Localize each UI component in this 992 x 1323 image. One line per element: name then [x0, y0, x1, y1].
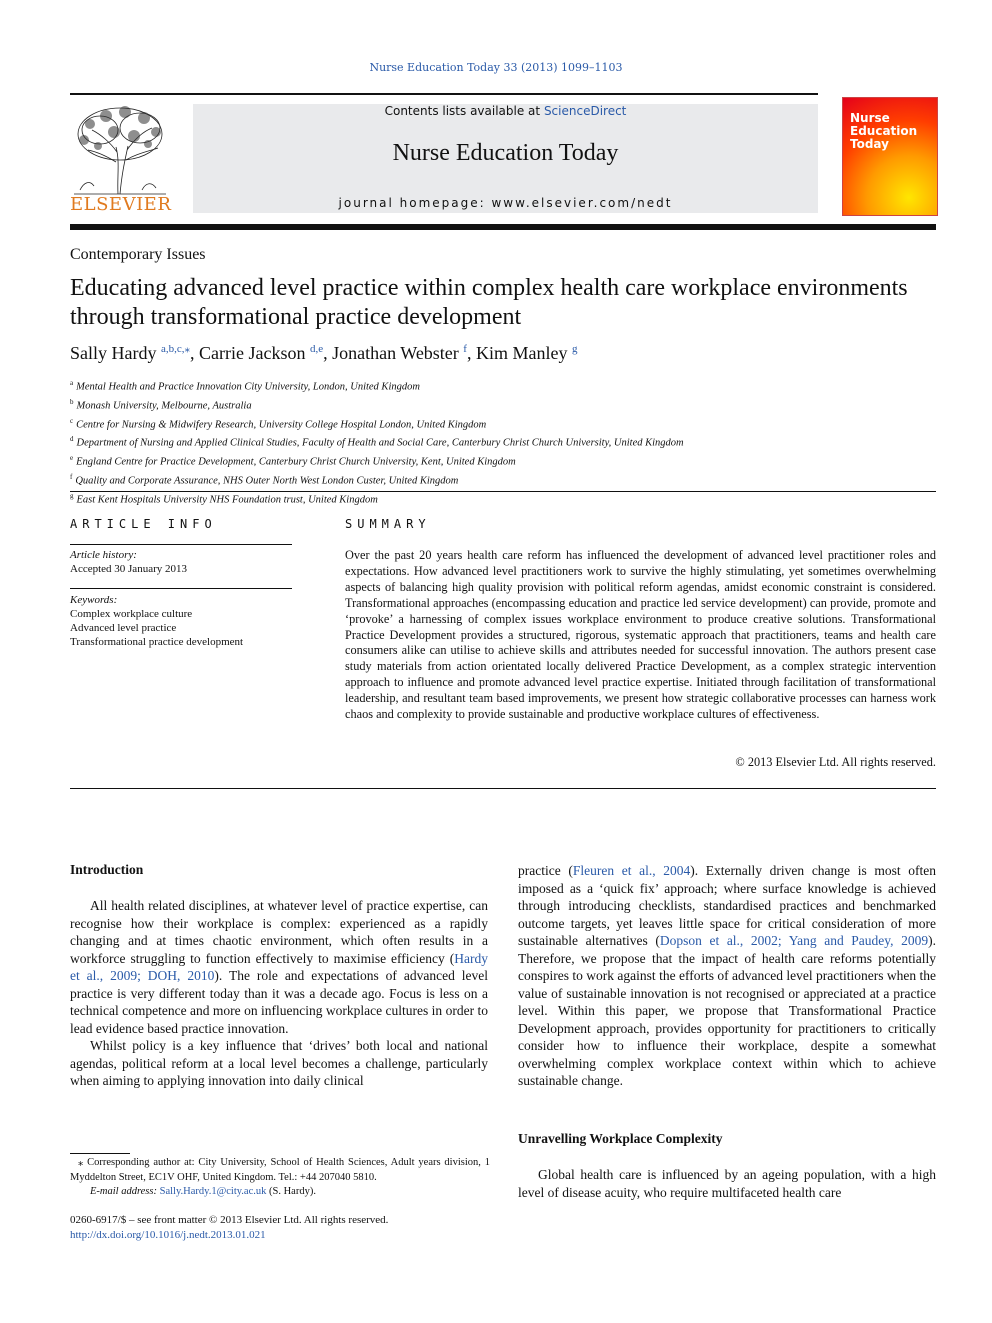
right-column — [518, 862, 936, 1090]
summary-text: Over the past 20 years health care reform has influenced the development of advanced level practitioner roles and expectations. How advanced level practitioners work to survive the highly stimulating, yet sometimes overwhelming aspects of balancing high quality provision with political reform agendas, amidst economic constraint is considered. Transformational approaches (encompassing education and practice led service development) can provide, promote and ‘provoke’ a harnessing of complex issues workplace environment to produce creative solutions. Transformational Practice Development provides a structured, rigorous, systematic approach that practitioners, teams and health care consumers alike can utilise to achieve skills and attributes needed for successful innovation. The authors present case study materials from action orientated locally delivered Practice Development, as a complex strategic intervention approach to influence and promote advanced level practice expertise. Initiated through facilitation of transformational leadership, and resultant team based improvements, we present how strategic collaborative processes can harness work chaos and complexity to provide sustainable and productive workplace cultures of effectiveness. — [345, 548, 936, 722]
paragraph: Whilst policy is a key influence that ‘drives’ both local and national agendas, political reform at a local level becomes a challenge, particularly when aiming to applying innovation into daily clinical — [70, 1038, 488, 1088]
divider — [70, 588, 292, 589]
keywords-label: Keywords: — [70, 594, 118, 606]
divider — [70, 544, 292, 545]
introduction-heading: Introduction — [70, 862, 144, 877]
author-affiliation-marks[interactable]: a,b,c,⁎ — [160, 343, 190, 355]
keyword: Advanced level practice — [70, 622, 177, 634]
doi-link[interactable]: http://dx.doi.org/10.1016/j.nedt.2013.01.021 — [70, 1228, 266, 1241]
citation-link[interactable]: Dopson et al., 2002; Yang and Paudey, 2009 — [659, 933, 929, 948]
author-affiliation-marks[interactable]: f — [463, 343, 467, 355]
copyright: © 2013 Elsevier Ltd. All rights reserved. — [735, 755, 936, 769]
affiliation-list — [70, 376, 930, 508]
cover-title: Nurse Education Today — [850, 111, 918, 151]
divider — [70, 491, 936, 492]
keyword: Complex workplace culture — [70, 608, 193, 620]
paragraph: practice (Fleuren et al., 2004). Externally driven change is most often imposed as a ‘quick fix’ approach; where surface knowledge is achieved through introducing checklists, standardised practices and benchmarked outcome targets, yet leaves little space for critical consideration of more sustainable alternatives (Dopson et al., 2002; Yang and Paudey, 2009). Therefore, we propose that the impact of health care reforms potentially conspires to work against the efforts of advanced level practitioners when the value of sustainable innovation is not recognised or appreciated at a practice level. Within this paper, we propose that Transformational Practice Development approach, provides opportunity for practitioners to critically consider how to influence their workplace, despite a somewhat overwhelming complex workplace context within which to achieve sustainable change. — [518, 863, 936, 1088]
contents-line: Contents lists available at ScienceDirect — [384, 104, 627, 118]
right-column-continued — [518, 1166, 936, 1201]
section-label: Contemporary Issues — [70, 246, 206, 263]
affiliation: $^e$ England Centre for Practice Development, Canterbury Christ Church University, Kent, United Kingdom — [70, 454, 516, 468]
author-name: Carrie Jackson — [199, 343, 310, 363]
author-affiliation-marks[interactable]: d,e — [309, 343, 324, 355]
affiliation: $^g$ East Kent Hospitals University NHS Foundation trust, United Kingdom — [70, 491, 378, 506]
article-history — [70, 548, 187, 576]
accepted-date: Accepted 30 January 2013 — [70, 563, 187, 575]
author-name: Kim Manley — [475, 343, 572, 363]
corresponding-author-footnote: ⁎ Corresponding author at: City University, School of Health Sciences, Adult years division, 1 Myddelton Street, EC1V OHF, United Kingdom. Tel.: +44 207040 5810. E-mail address: Sally.Hardy.1@city.ac.uk (S. Hardy). — [70, 1157, 491, 1197]
header-thick-rule — [70, 224, 936, 230]
affiliation: $^a$ Mental Health and Practice Innovation City University, London, United Kingdom — [70, 379, 420, 393]
keywords-block — [70, 593, 243, 649]
affiliation: $^f$ Quality and Corporate Assurance, NHS Outer North West London Custer, United Kingdom — [70, 472, 459, 487]
author-name: Jonathan Webster — [332, 343, 464, 363]
author-name: Sally Hardy — [70, 343, 161, 363]
author-affiliation-marks[interactable]: g — [571, 343, 578, 355]
citation-link[interactable]: Fleuren et al., 2004 — [572, 863, 691, 878]
citation-link[interactable]: Hardy et al., 2009; DOH, 2010 — [70, 950, 488, 983]
issn-block — [70, 1213, 490, 1242]
header-rule — [70, 93, 818, 95]
affiliation: $^b$ Monash University, Melbourne, Australia — [70, 397, 252, 412]
left-column — [70, 897, 488, 1090]
history-label: Article history: — [70, 549, 137, 561]
paragraph: Global health care is influenced by an ageing population, with a high level of disease acuity, who require multifaceted health care — [518, 1167, 936, 1200]
summary-heading: SUMMARY — [345, 517, 431, 531]
author-list: Sally Hardy $^{a,b,c,⁎}$, Carrie Jackson $^{d,e}$, Jonathan Webster $^f$, Kim Manley $^g$ — [70, 343, 578, 363]
affiliation: $^d$ Department of Nursing and Applied Clinical Studies, Faculty of Health and Social Care, Canterbury Christ Church University, United Kingdom — [70, 435, 684, 449]
journal-title: Nurse Education Today — [392, 140, 619, 166]
publisher-name: ELSEVIER — [70, 194, 172, 215]
sciencedirect-link[interactable]: ScienceDirect — [543, 104, 627, 118]
affiliation: $^c$ Centre for Nursing & Midwifery Research, University College Hospital London, United Kingdom — [70, 416, 487, 431]
issn-line: 0260-6917/$ – see front matter © 2013 Elsevier Ltd. All rights reserved. — [70, 1214, 389, 1226]
email-link[interactable]: Sally.Hardy.1@city.ac.uk — [159, 1186, 267, 1197]
paragraph: All health related disciplines, at whatever level of practice expertise, can recognise how their workplace is complex: experienced as a rapidly changing and at times chaotic environment, which often results in a workforce struggling to function effectively to maximise efficiency (Hardy et al., 2009; DOH, 2010). The role and expectations of advanced level practice is very different today than it was a decade ago. Focus is less on a technical competence and more on influencing workplace cultures in order to lead evidence based practice innovation. — [70, 898, 489, 1036]
footnote-rule — [70, 1153, 130, 1154]
journal-homepage[interactable]: journal homepage: www.elsevier.com/nedt — [338, 196, 673, 210]
article-info-heading: ARTICLE INFO — [70, 517, 217, 531]
article-title: Educating advanced level practice within complex health care workplace environments through transformational practice development — [70, 275, 908, 330]
running-head[interactable]: Nurse Education Today 33 (2013) 1099–1103 — [369, 61, 623, 74]
unravelling-heading: Unravelling Workplace Complexity — [518, 1131, 723, 1146]
divider — [70, 788, 936, 789]
keyword: Transformational practice development — [70, 636, 244, 648]
